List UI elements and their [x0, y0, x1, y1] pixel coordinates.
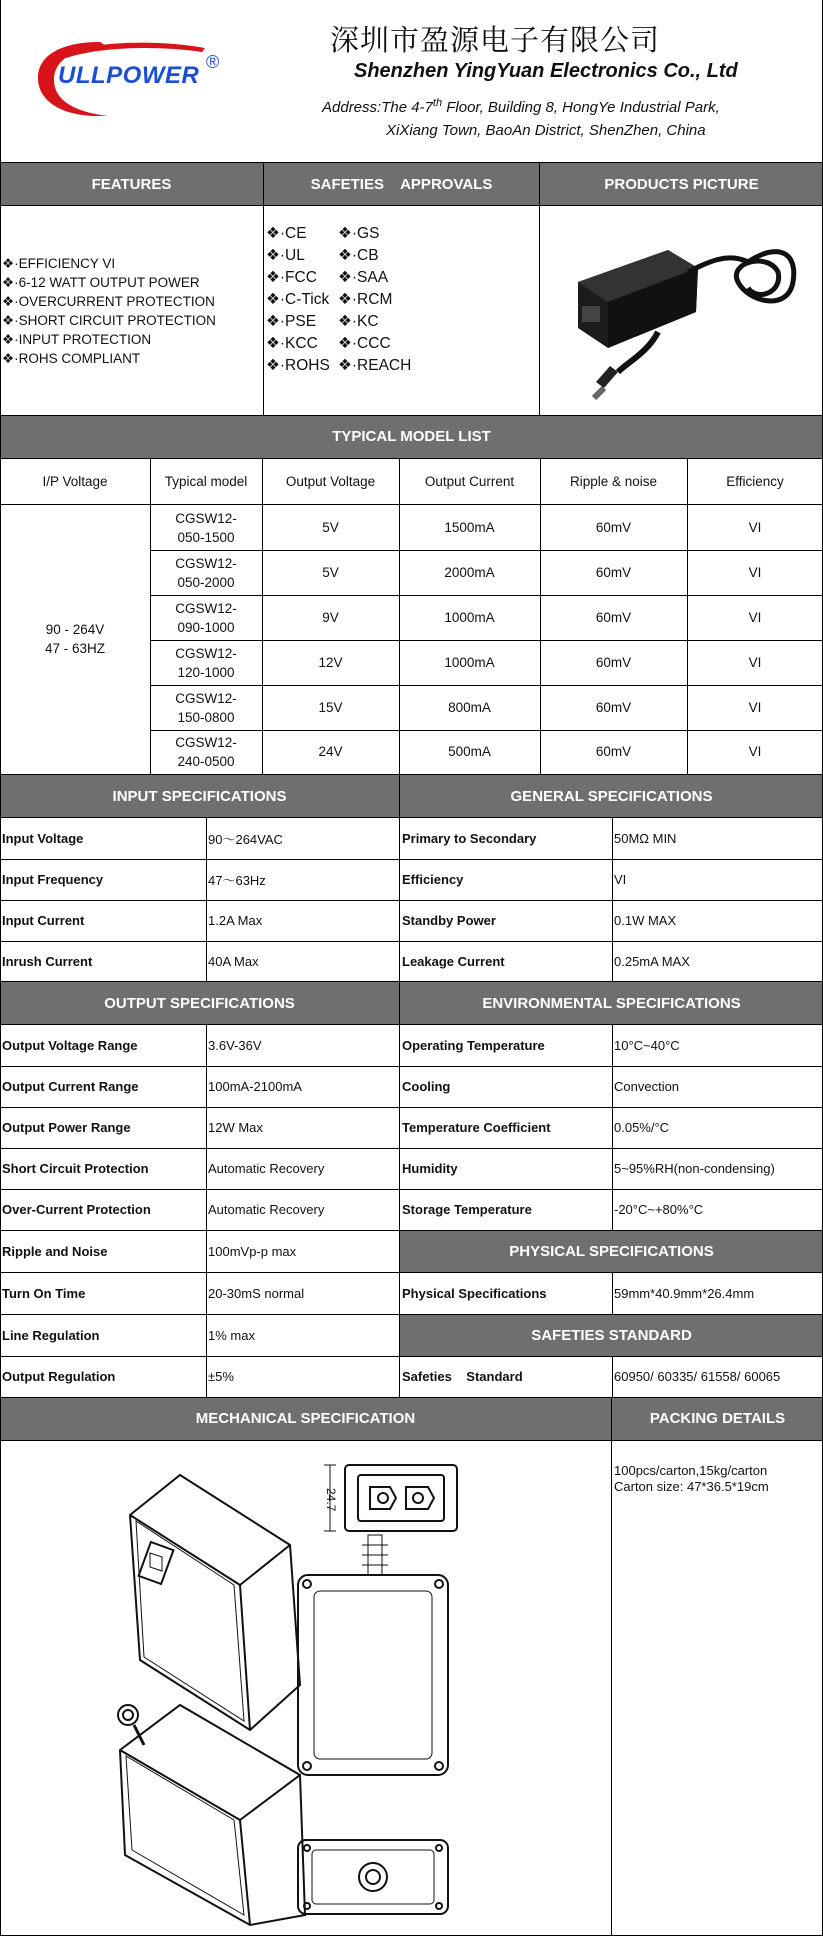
safeties-list-left	[266, 223, 330, 377]
mechanical-heading: MECHANICAL SPECIFICATION	[0, 1397, 611, 1440]
safety-item: ❖·KCC	[266, 335, 318, 352]
table-header: Typical model	[164, 474, 248, 489]
company-address: Address:The 4-7th Floor, Building 8, HongYe Industrial Park,	[322, 97, 720, 116]
table-header: Efficiency	[726, 474, 784, 489]
safeties-standard-label: Safeties Standard	[402, 1369, 523, 1384]
dimension-label: 24.7	[324, 1488, 338, 1512]
safeties-list-right	[338, 223, 411, 377]
logo-text: ULLPOWER	[58, 62, 200, 89]
physical-value: 59mm*40.9mm*26.4mm	[614, 1285, 755, 1301]
packing-line: Carton size: 47*36.5*19cm	[614, 1479, 769, 1494]
safeties-standard-heading: SAFETIES STANDARD	[400, 1314, 823, 1356]
product-photo	[568, 232, 808, 412]
general-specs-heading: GENERAL SPECIFICATIONS	[400, 775, 823, 817]
safety-item: ❖·CE	[266, 225, 307, 242]
safety-item: ❖·PSE	[266, 313, 317, 330]
feature-item: ❖·OVERCURRENT PROTECTION	[2, 294, 215, 309]
feature-item: ❖·SHORT CIRCUIT PROTECTION	[2, 313, 216, 328]
company-name-en: Shenzhen YingYuan Electronics Co., Ltd	[354, 60, 738, 82]
packing-details	[614, 1463, 769, 1495]
safety-item: ❖·GS	[338, 225, 380, 242]
safety-item: ❖·ROHS	[266, 357, 330, 374]
model-list-heading: TYPICAL MODEL LIST	[0, 415, 823, 458]
logo-registered-mark: ®	[206, 52, 220, 72]
table-header: I/P Voltage	[42, 474, 108, 489]
safeties-standard-value: 60950/ 60335/ 61558/ 60065	[614, 1369, 781, 1384]
safety-item: ❖·C-Tick	[266, 291, 330, 308]
feature-item: ❖·ROHS COMPLIANT	[2, 351, 141, 366]
features-heading: FEATURES	[0, 163, 263, 205]
safety-item: ❖·REACH	[338, 357, 412, 374]
company-name-cn: 深圳市盈源电子有限公司	[330, 23, 661, 57]
company-address-line2: XiXiang Town, BaoAn District, ShenZhen, China	[386, 122, 706, 139]
table-header: Ripple & noise	[569, 474, 658, 489]
features-list	[2, 254, 216, 368]
safeties-heading: SAFETIES APPROVALS	[264, 163, 539, 205]
feature-item: ❖·EFFICIENCY VI	[2, 256, 116, 271]
output-specs-heading: OUTPUT SPECIFICATIONS	[0, 982, 399, 1024]
feature-item: ❖·6-12 WATT OUTPUT POWER	[2, 275, 200, 290]
physical-specs-heading: PHYSICAL SPECIFICATIONS	[400, 1230, 823, 1272]
feature-item: ❖·INPUT PROTECTION	[2, 332, 152, 347]
input-specs-heading: INPUT SPECIFICATIONS	[0, 775, 399, 817]
environmental-specs-heading: ENVIRONMENTAL SPECIFICATIONS	[400, 982, 823, 1024]
picture-heading: PRODUCTS PICTURE	[540, 163, 823, 205]
table-header: Output Current	[424, 474, 515, 489]
packing-heading: PACKING DETAILS	[612, 1397, 823, 1440]
safety-item: ❖·KC	[338, 313, 379, 330]
safety-item: ❖·CB	[338, 247, 379, 264]
safety-item: ❖·CCC	[338, 335, 391, 352]
mechanical-drawing	[100, 1445, 520, 1930]
safety-item: ❖·UL	[266, 247, 305, 264]
safety-item: ❖·RCM	[338, 291, 393, 308]
ip-voltage-cell: 90 - 264V 47 - 63HZ	[44, 622, 106, 656]
safety-item: ❖·FCC	[266, 269, 317, 286]
table-header: Output Voltage	[285, 474, 376, 489]
packing-line: 100pcs/carton,15kg/carton	[614, 1463, 768, 1478]
safety-item: ❖·SAA	[338, 269, 389, 286]
physical-label: Physical Specifications	[402, 1285, 547, 1301]
company-header	[0, 0, 823, 162]
